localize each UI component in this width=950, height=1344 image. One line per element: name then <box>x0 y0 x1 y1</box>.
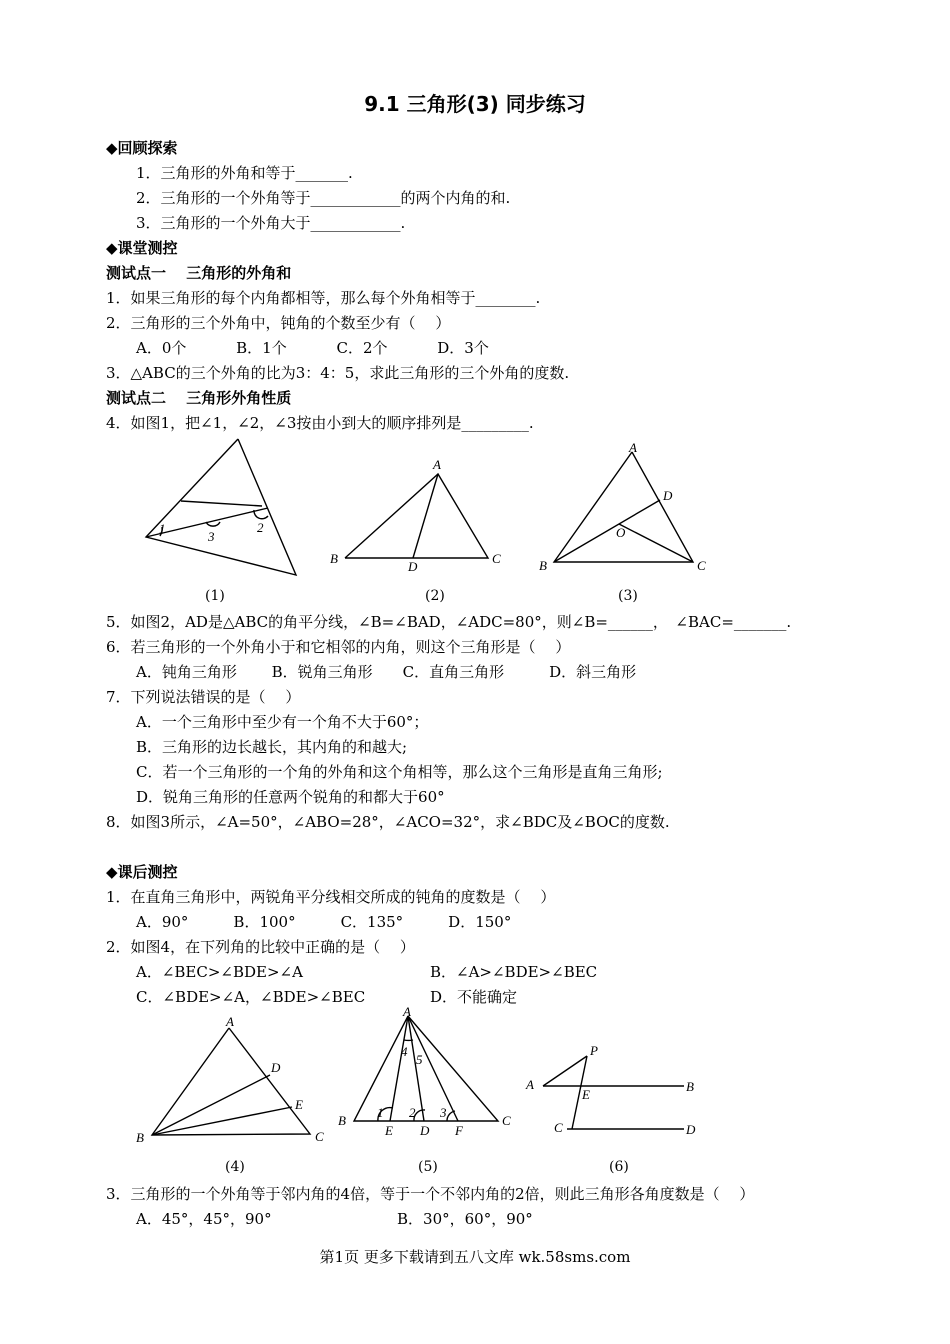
fig5-angle-4: 4 <box>401 1044 408 1059</box>
caption-5: (5) <box>418 1159 438 1175</box>
class-q2: 2．三角形的三个外角中，钝角的个数至少有（ ） <box>106 314 451 332</box>
figure-4 <box>132 1010 332 1150</box>
class-q5: 5．如图2，AD是△ABC的角平分线，∠B=∠BAD，∠ADC=80°，则∠B=______， ∠BAC=_______. <box>106 613 792 631</box>
after-q2-option-a: A．∠BEC>∠BDE>∠A <box>136 963 303 981</box>
after-q2-option-c: C．∠BDE>∠A，∠BDE>∠BEC <box>136 988 366 1006</box>
fig5-angle-5: 5 <box>416 1052 423 1067</box>
fig4-label-b: B <box>136 1130 144 1145</box>
caption-3: (3) <box>618 588 638 604</box>
caption-1: (1) <box>205 588 225 604</box>
class-q1: 1．如果三角形的每个内角都相等，那么每个外角相等于________. <box>106 289 541 307</box>
class-q7: 7．下列说法错误的是（ ） <box>106 688 301 706</box>
fig6-label-b: B <box>686 1079 694 1094</box>
review-item-3: 3．三角形的一个外角大于____________. <box>136 214 406 232</box>
class-q2-options: A．0个 B．1个 C．2个 D．3个 <box>136 339 489 357</box>
page-footer: 第1页 更多下载请到五八文库 wk.58sms.com <box>319 1248 631 1266</box>
after-q3-option-b: B．30°，60°，90° <box>397 1210 533 1228</box>
fig4-label-c: C <box>315 1129 324 1144</box>
figure-6 <box>520 1036 705 1146</box>
figure-2 <box>325 455 510 575</box>
review-item-1: 1．三角形的外角和等于_______. <box>136 164 353 182</box>
page-title: 9.1 三角形(3) 同步练习 <box>364 92 586 116</box>
after-q3: 3．三角形的一个外角等于邻内角的4倍，等于一个不邻内角的2倍，则此三角形各角度数是（ ） <box>106 1185 755 1203</box>
class-q7-option-a: A．一个三角形中至少有一个角不大于60°； <box>136 713 429 731</box>
fig2-label-b: B <box>330 551 338 566</box>
fig4-label-e: E <box>295 1097 303 1112</box>
after-q1-options: A．90° B．100° C．135° D．150° <box>136 913 512 931</box>
after-q2-option-d: D．不能确定 <box>430 988 518 1006</box>
after-q3-option-a: A．45°，45°，90° <box>136 1210 272 1228</box>
figure-1 <box>140 436 305 581</box>
fig1-angle-3: 3 <box>208 529 215 544</box>
fig5-angle-2: 2 <box>409 1105 416 1120</box>
fig5-angle-3: 3 <box>440 1105 447 1120</box>
fig5-label-f: F <box>455 1123 463 1138</box>
class-q4: 4．如图1，把∠1，∠2，∠3按由小到大的顺序排列是_________. <box>106 414 534 432</box>
fig6-label-e: E <box>582 1087 590 1102</box>
class-q6-options: A．钝角三角形 B．锐角三角形 C．直角三角形 D．斜三角形 <box>136 663 637 681</box>
class-q7-option-b: B．三角形的边长越长，其内角的和越大; <box>136 738 408 756</box>
test-point-2: 测试点二 三角形外角性质 <box>106 389 292 407</box>
fig6-label-d: D <box>686 1122 696 1137</box>
fig2-label-d: D <box>408 559 418 574</box>
fig4-label-a: A <box>226 1014 234 1029</box>
fig1-angle-2: 2 <box>257 520 264 535</box>
class-heading: ◆课堂测控 <box>106 239 178 257</box>
after-q1: 1．在直角三角形中，两锐角平分线相交所成的钝角的度数是（ ） <box>106 888 556 906</box>
fig6-label-p: P <box>590 1043 598 1058</box>
figure-3 <box>535 440 710 580</box>
caption-2: (2) <box>425 588 445 604</box>
fig5-label-c: C <box>502 1113 511 1128</box>
fig6-label-c: C <box>554 1120 563 1135</box>
class-q6: 6．若三角形的一个外角小于和它相邻的内角，则这个三角形是（ ） <box>106 638 571 656</box>
fig5-angle-1: 1 <box>377 1105 384 1120</box>
fig1-angle-1: 1 <box>159 521 166 536</box>
class-q7-option-d: D．锐角三角形的任意两个锐角的和都大于60° <box>136 788 445 806</box>
caption-4: (4) <box>225 1159 245 1175</box>
review-item-2: 2．三角形的一个外角等于____________的两个内角的和. <box>136 189 511 207</box>
fig3-label-a: A <box>629 440 637 455</box>
fig3-label-d: D <box>663 488 673 503</box>
class-q3: 3．△ABC的三个外角的比为3：4：5，求此三角形的三个外角的度数. <box>106 364 570 382</box>
after-heading: ◆课后测控 <box>106 863 178 881</box>
fig5-label-d: D <box>420 1123 430 1138</box>
test-point-1: 测试点一 三角形的外角和 <box>106 264 292 282</box>
after-q2-option-b: B．∠A>∠BDE>∠BEC <box>430 963 598 981</box>
fig6-label-a: A <box>526 1077 534 1092</box>
after-q2: 2．如图4，在下列角的比较中正确的是（ ） <box>106 938 415 956</box>
fig5-label-e: E <box>385 1123 393 1138</box>
caption-6: (6) <box>609 1159 629 1175</box>
figure-5 <box>334 1004 524 1139</box>
class-q8: 8．如图3所示，∠A=50°，∠ABO=28°，∠ACO=32°，求∠BDC及∠BOC的度数. <box>106 813 670 831</box>
fig3-label-c: C <box>697 558 706 573</box>
fig4-label-d: D <box>271 1060 281 1075</box>
review-heading: ◆回顾探索 <box>106 139 178 157</box>
fig2-label-a: A <box>433 457 441 472</box>
class-q7-option-c: C．若一个三角形的一个角的外角和这个角相等，那么这个三角形是直角三角形; <box>136 763 663 781</box>
fig5-label-b: B <box>338 1113 346 1128</box>
fig5-label-a: A <box>403 1004 411 1019</box>
fig3-label-o: O <box>616 525 626 540</box>
fig3-label-b: B <box>539 558 547 573</box>
fig2-label-c: C <box>492 551 501 566</box>
